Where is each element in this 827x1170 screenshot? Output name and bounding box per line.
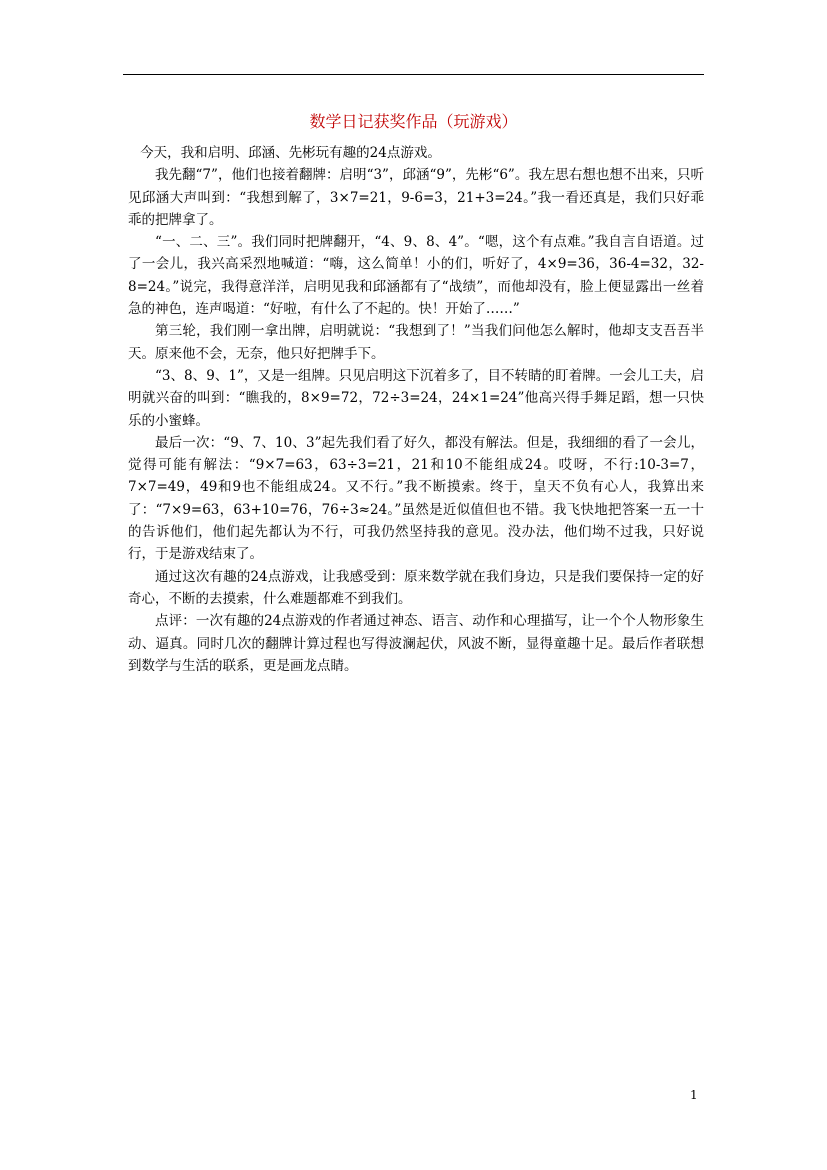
document-body [128, 142, 704, 677]
paragraph-round-3: 第三轮，我们刚一拿出牌，启明就说：“我想到了！”当我们问他怎么解时，他却支支吾吾半天。原来他不会，无奈，他只好把牌手下。 [128, 323, 704, 362]
header-rule [123, 74, 704, 75]
paragraph-round-2: “一、二、三”。我们同时把牌翻开，“4、9、8、4”。“嗯，这个有点难。”我自言自语道。过了一会儿，我兴高采烈地喊道：“嗨，这么简单！小的们，听好了，4×9=36，36-4=32，32-8=24。”说完，我得意洋洋，启明见我和邱涵都有了“战绩”，而他却没有，脸上便显露出一丝着急的神色，连声喝道：“好啦，有什么了不起的。快！开始了……” [128, 234, 704, 318]
paragraph-commentary: 点评：一次有趣的24点游戏的作者通过神态、语言、动作和心理描写，让一个个人物形象生动、逼真。同时几次的翻牌计算过程也写得波澜起伏，风波不断，显得童趣十足。最后作者联想到数学与生活的联系，更是画龙点睛。 [128, 613, 704, 674]
document-title: 数学日记获奖作品（玩游戏） [309, 112, 518, 131]
paragraph-round-4: “3、8、9、1”，又是一组牌。只见启明这下沉着多了，目不转睛的盯着牌。一会儿工夫，启明就兴奋的叫到：“瞧我的，8×9=72，72÷3=24，24×1=24”他高兴得手舞足蹈，想一只快乐的小蜜蜂。 [128, 367, 704, 429]
paragraph-round-1: 我先翻“7”，他们也接着翻牌：启明“3”，邱涵“9”，先彬“6”。我左思右想也想不出来，只听见邱涵大声叫到：“我想到解了，3×7=21，9-6=3，21+3=24。”我一看还真是，我们只好乖乖的把牌拿了。 [128, 167, 704, 228]
paragraph-round-5: 最后一次：“9、7、10、3”起先我们看了好久，都没有解法。但是，我细细的看了一会儿，觉得可能有解法：“9×7=63，63÷3=21，21和10不能组成24。哎呀，不行:10-3=7，7×7=49，49和9也不能组成24。又不行。”我不断摸索。终于，皇天不负有心人，我算出来了：“7×9=63，63+10=76，76÷3≈24。”虽然是近似值但也不错。我飞快地把答案一五一十的告诉他们，他们起先都认为不行，可我仍然坚持我的意见。没办法，他们坳不过我，只好说行，于是游戏结束了。 [128, 434, 704, 563]
paragraph-conclusion: 通过这次有趣的24点游戏，让我感受到：原来数学就在我们身边，只是我们要保持一定的好奇心，不断的去摸索，什么难题都难不到我们。 [128, 568, 704, 607]
paragraph-intro: 今天，我和启明、邱涵、先彬玩有趣的24点游戏。 [140, 145, 441, 161]
page-number: 1 [690, 1088, 698, 1102]
